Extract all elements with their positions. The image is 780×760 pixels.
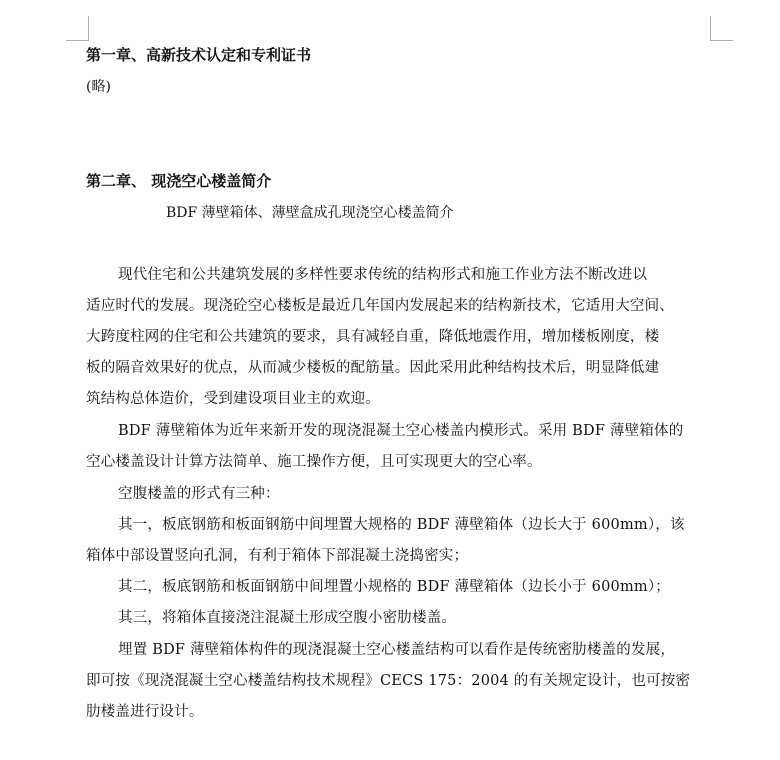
crop-mark-top-left bbox=[66, 16, 89, 41]
chapter1-note: (略) bbox=[86, 79, 111, 95]
paragraph-line: 即可按《现浇混凝土空心楼盖结构技术规程》CECS 175：2004 的有关规定设计，也可按密 bbox=[86, 673, 691, 689]
paragraph-line: 现代住宅和公共建筑发展的多样性要求传统的结构形式和施工作业方法不断改进以 bbox=[118, 267, 648, 283]
paragraph-line: 其三，将箱体直接浇注混凝土形成空腹小密肋楼盖。 bbox=[118, 610, 457, 626]
paragraph-line: 其二，板底钢筋和板面钢筋中间埋置小规格的 BDF 薄壁箱体（边长小于 600mm）； bbox=[118, 579, 670, 595]
chapter1-heading: 第一章、高新技术认定和专利证书 bbox=[86, 46, 312, 64]
paragraph-line: 筑结构总体造价，受到建设项目业主的欢迎。 bbox=[86, 391, 380, 407]
crop-mark-top-right bbox=[710, 16, 733, 41]
paragraph-line: 箱体中部设置竖向孔洞，有利于箱体下部混凝土浇捣密实； bbox=[86, 548, 469, 564]
paragraph-line: 适应时代的发展。现浇砼空心楼板是最近几年国内发展起来的结构新技术，它适用大空间、 bbox=[86, 298, 674, 314]
chapter2-subtitle: BDF 薄壁箱体、薄壁盒成孔现浇空心楼盖简介 bbox=[166, 205, 454, 221]
paragraph-line: 板的隔音效果好的优点，从而减少楼板的配筋量。因此采用此种结构技术后，明显降低建 bbox=[86, 360, 660, 376]
paragraph-line: 空腹楼盖的形式有三种： bbox=[118, 486, 280, 502]
paragraph-line: 埋置 BDF 薄壁箱体构件的现浇混凝土空心楼盖结构可以看作是传统密肋楼盖的发展， bbox=[118, 642, 676, 658]
paragraph-line: 肋楼盖进行设计。 bbox=[86, 704, 204, 720]
paragraph-line: 其一，板底钢筋和板面钢筋中间埋置大规格的 BDF 薄壁箱体（边长大于 600mm），该 bbox=[118, 517, 685, 533]
paragraph-line: 大跨度柱网的住宅和公共建筑的要求，具有减轻自重，降低地震作用，增加楼板刚度，楼 bbox=[86, 329, 660, 345]
chapter2-heading: 第二章、 现浇空心楼盖简介 bbox=[86, 172, 272, 190]
paragraph-line: BDF 薄壁箱体为近年来新开发的现浇混凝土空心楼盖内模形式。采用 BDF 薄壁箱体的 bbox=[118, 423, 684, 439]
paragraph-line: 空心楼盖设计计算方法简单、施工操作方便，且可实现更大的空心率。 bbox=[86, 454, 542, 470]
